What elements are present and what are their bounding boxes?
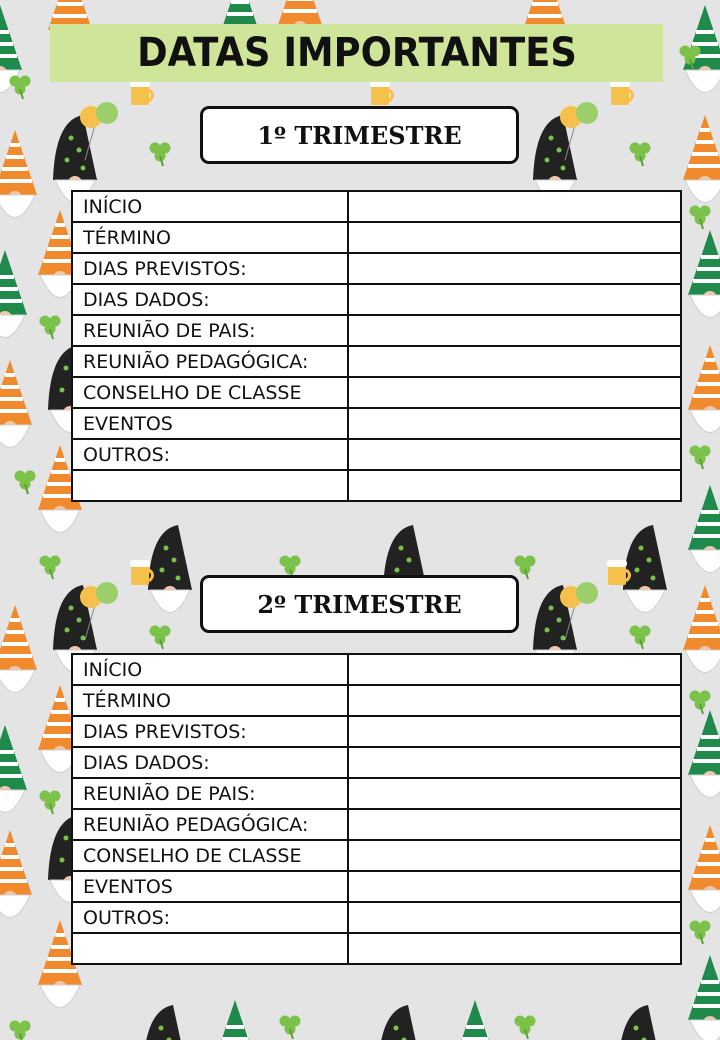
row-value-field[interactable]: [348, 685, 681, 716]
table-row: [72, 191, 681, 222]
table-row: [72, 470, 681, 501]
row-label-eventos: EVENTOS: [72, 871, 348, 902]
row-value-field[interactable]: [348, 871, 681, 902]
row-label-reuniao-de-pais: REUNIÃO DE PAIS:: [72, 315, 348, 346]
row-label-blank[interactable]: [72, 933, 348, 964]
row-value-field[interactable]: [348, 933, 681, 964]
table-row: [72, 933, 681, 964]
row-value-field[interactable]: [348, 346, 681, 377]
row-label-dias-previstos: DIAS PREVISTOS:: [72, 253, 348, 284]
row-label-blank[interactable]: [72, 470, 348, 501]
table-row: [72, 685, 681, 716]
table-row: [72, 346, 681, 377]
row-label-eventos: EVENTOS: [72, 408, 348, 439]
row-value-field[interactable]: [348, 716, 681, 747]
row-value-field[interactable]: [348, 470, 681, 501]
row-label-dias-previstos: DIAS PREVISTOS:: [72, 716, 348, 747]
row-value-field[interactable]: [348, 747, 681, 778]
table-row: [72, 315, 681, 346]
table-row: [72, 377, 681, 408]
row-value-field[interactable]: [348, 840, 681, 871]
row-label-outros: OUTROS:: [72, 439, 348, 470]
row-value-field[interactable]: [348, 408, 681, 439]
section-1-table: [71, 190, 682, 502]
row-label-termino: TÉRMINO: [72, 685, 348, 716]
row-value-field[interactable]: [348, 253, 681, 284]
row-value-field[interactable]: [348, 315, 681, 346]
row-label-reuniao-pedagogica: REUNIÃO PEDAGÓGICA:: [72, 346, 348, 377]
table-row: [72, 840, 681, 871]
table-row: [72, 284, 681, 315]
row-label-conselho-de-classe: CONSELHO DE CLASSE: [72, 377, 348, 408]
row-value-field[interactable]: [348, 191, 681, 222]
section-2-label: 2º TRIMESTRE: [200, 575, 519, 633]
table-row: [72, 716, 681, 747]
section-2-table: [71, 653, 682, 965]
page-title: DATAS IMPORTANTES: [136, 30, 577, 76]
table-row: [72, 253, 681, 284]
row-label-inicio: INÍCIO: [72, 654, 348, 685]
table-row: [72, 408, 681, 439]
section-1-label: 1º TRIMESTRE: [200, 106, 519, 164]
row-label-reuniao-de-pais: REUNIÃO DE PAIS:: [72, 778, 348, 809]
row-label-dias-dados: DIAS DADOS:: [72, 747, 348, 778]
table-row: [72, 222, 681, 253]
table-row: [72, 809, 681, 840]
row-value-field[interactable]: [348, 377, 681, 408]
row-value-field[interactable]: [348, 284, 681, 315]
row-value-field[interactable]: [348, 654, 681, 685]
row-label-dias-dados: DIAS DADOS:: [72, 284, 348, 315]
row-value-field[interactable]: [348, 902, 681, 933]
row-label-outros: OUTROS:: [72, 902, 348, 933]
row-label-inicio: INÍCIO: [72, 191, 348, 222]
row-label-conselho-de-classe: CONSELHO DE CLASSE: [72, 840, 348, 871]
table-row: [72, 778, 681, 809]
table-row: [72, 439, 681, 470]
row-value-field[interactable]: [348, 778, 681, 809]
table-row: [72, 871, 681, 902]
table-row: [72, 747, 681, 778]
row-value-field[interactable]: [348, 809, 681, 840]
row-label-reuniao-pedagogica: REUNIÃO PEDAGÓGICA:: [72, 809, 348, 840]
table-row: [72, 902, 681, 933]
table-row: [72, 654, 681, 685]
row-value-field[interactable]: [348, 439, 681, 470]
title-banner: [50, 24, 663, 82]
row-label-termino: TÉRMINO: [72, 222, 348, 253]
row-value-field[interactable]: [348, 222, 681, 253]
